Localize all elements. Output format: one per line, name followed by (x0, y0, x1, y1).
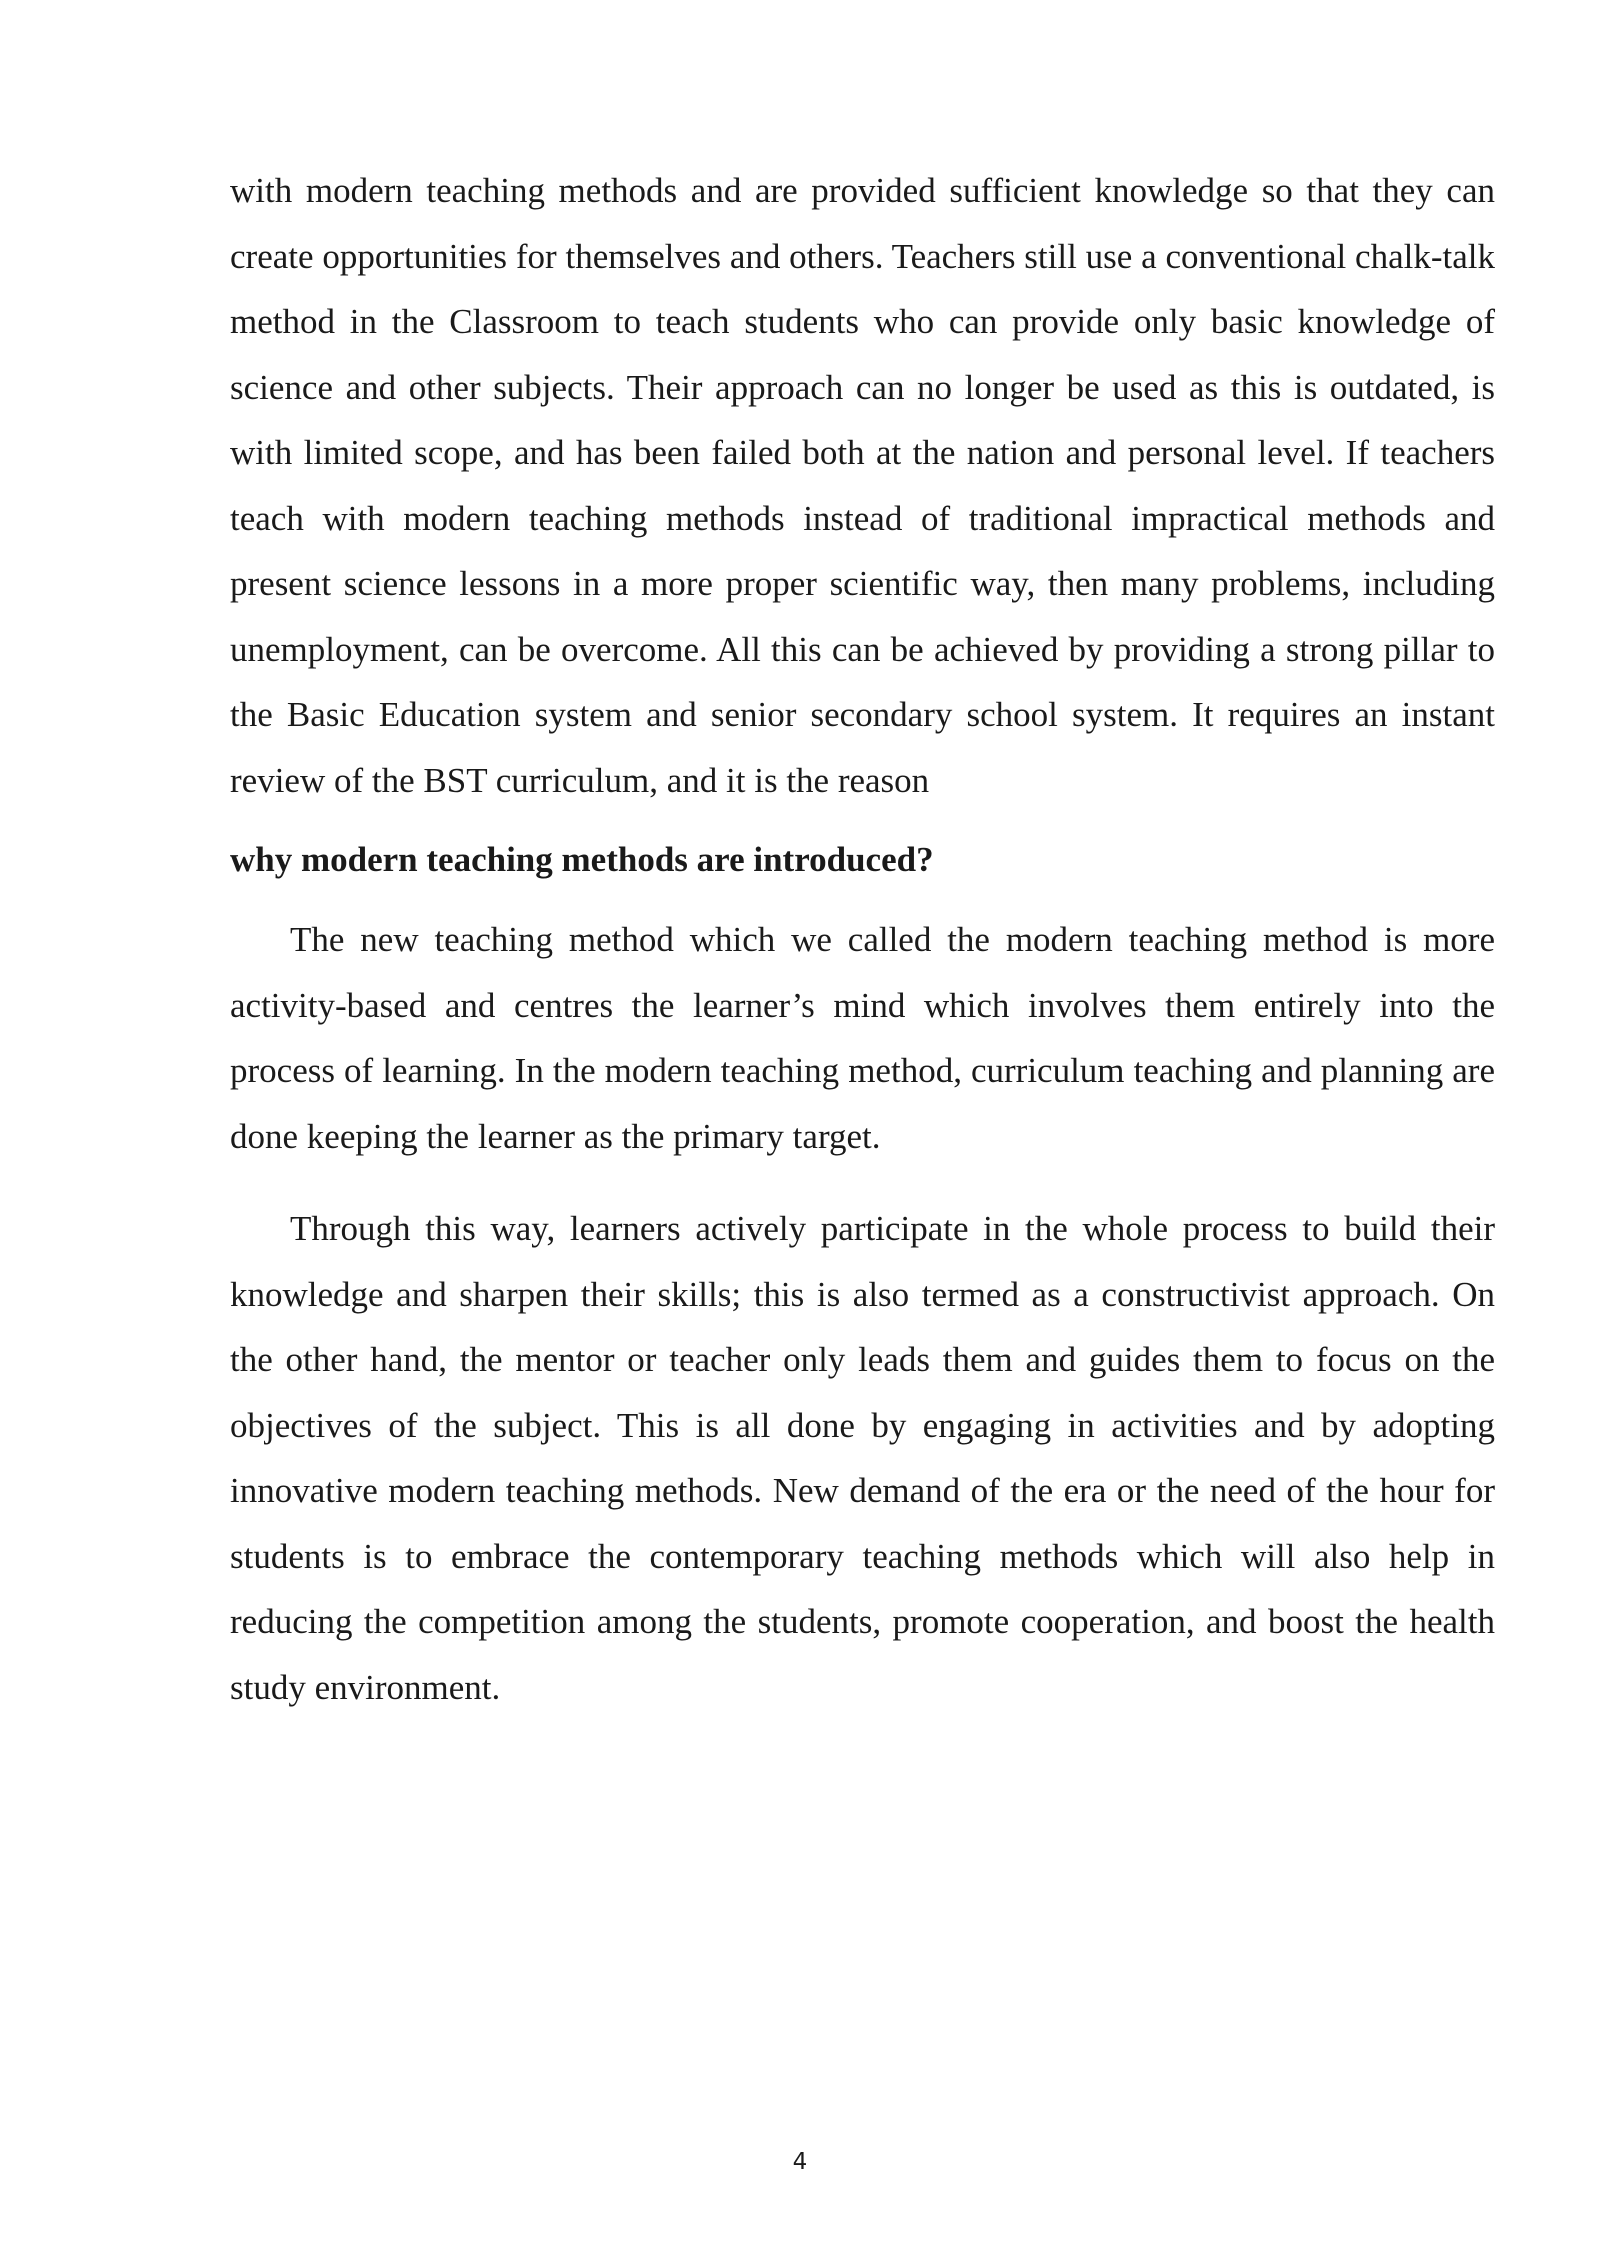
paragraph-modern-method: The new teaching method which we called the modern teaching method is more activity-based and centres the learner’s mind which involves them entirely into the process of learning. In the modern teaching method, curriculum teaching and planning are done keeping the learner as the primary target. (230, 920, 1495, 1156)
section-heading: why modern teaching methods are introduced? (230, 840, 934, 879)
paragraph-gap (230, 1169, 1495, 1196)
paragraph-continuation: with modern teaching methods and are provided sufficient knowledge so that they can create opportunities for themselves and others. Teachers still use a conventional chalk-talk method in the Classroom to teach students who can provide only basic knowledge of science and other subjects. Their approach can no longer be used as this is outdated, is with limited scope, and has been failed both at the nation and personal level. If teachers teach with modern teaching methods instead of traditional impractical methods and present science lessons in a more proper scientific way, then many problems, including unemployment, can be overcome. All this can be achieved by providing a strong pillar to the Basic Education system and senior secondary school system. It requires an instant review of the BST curriculum, and it is the reason (230, 171, 1495, 800)
document-body (230, 158, 1495, 1720)
paragraph-constructivist: Through this way, learners actively participate in the whole process to build their knowledge and sharpen their skills; this is also termed as a constructivist approach. On the other hand, the mentor or teacher only leads them and guides them to focus on the objectives of the subject. This is all done by engaging in activities and by adopting innovative modern teaching methods. New demand of the era or the need of the hour for students is to embrace the contemporary teaching methods which will also help in reducing the competition among the students, promote cooperation, and boost the health study environment. (230, 1209, 1495, 1707)
page-number: 4 (792, 2149, 808, 2175)
